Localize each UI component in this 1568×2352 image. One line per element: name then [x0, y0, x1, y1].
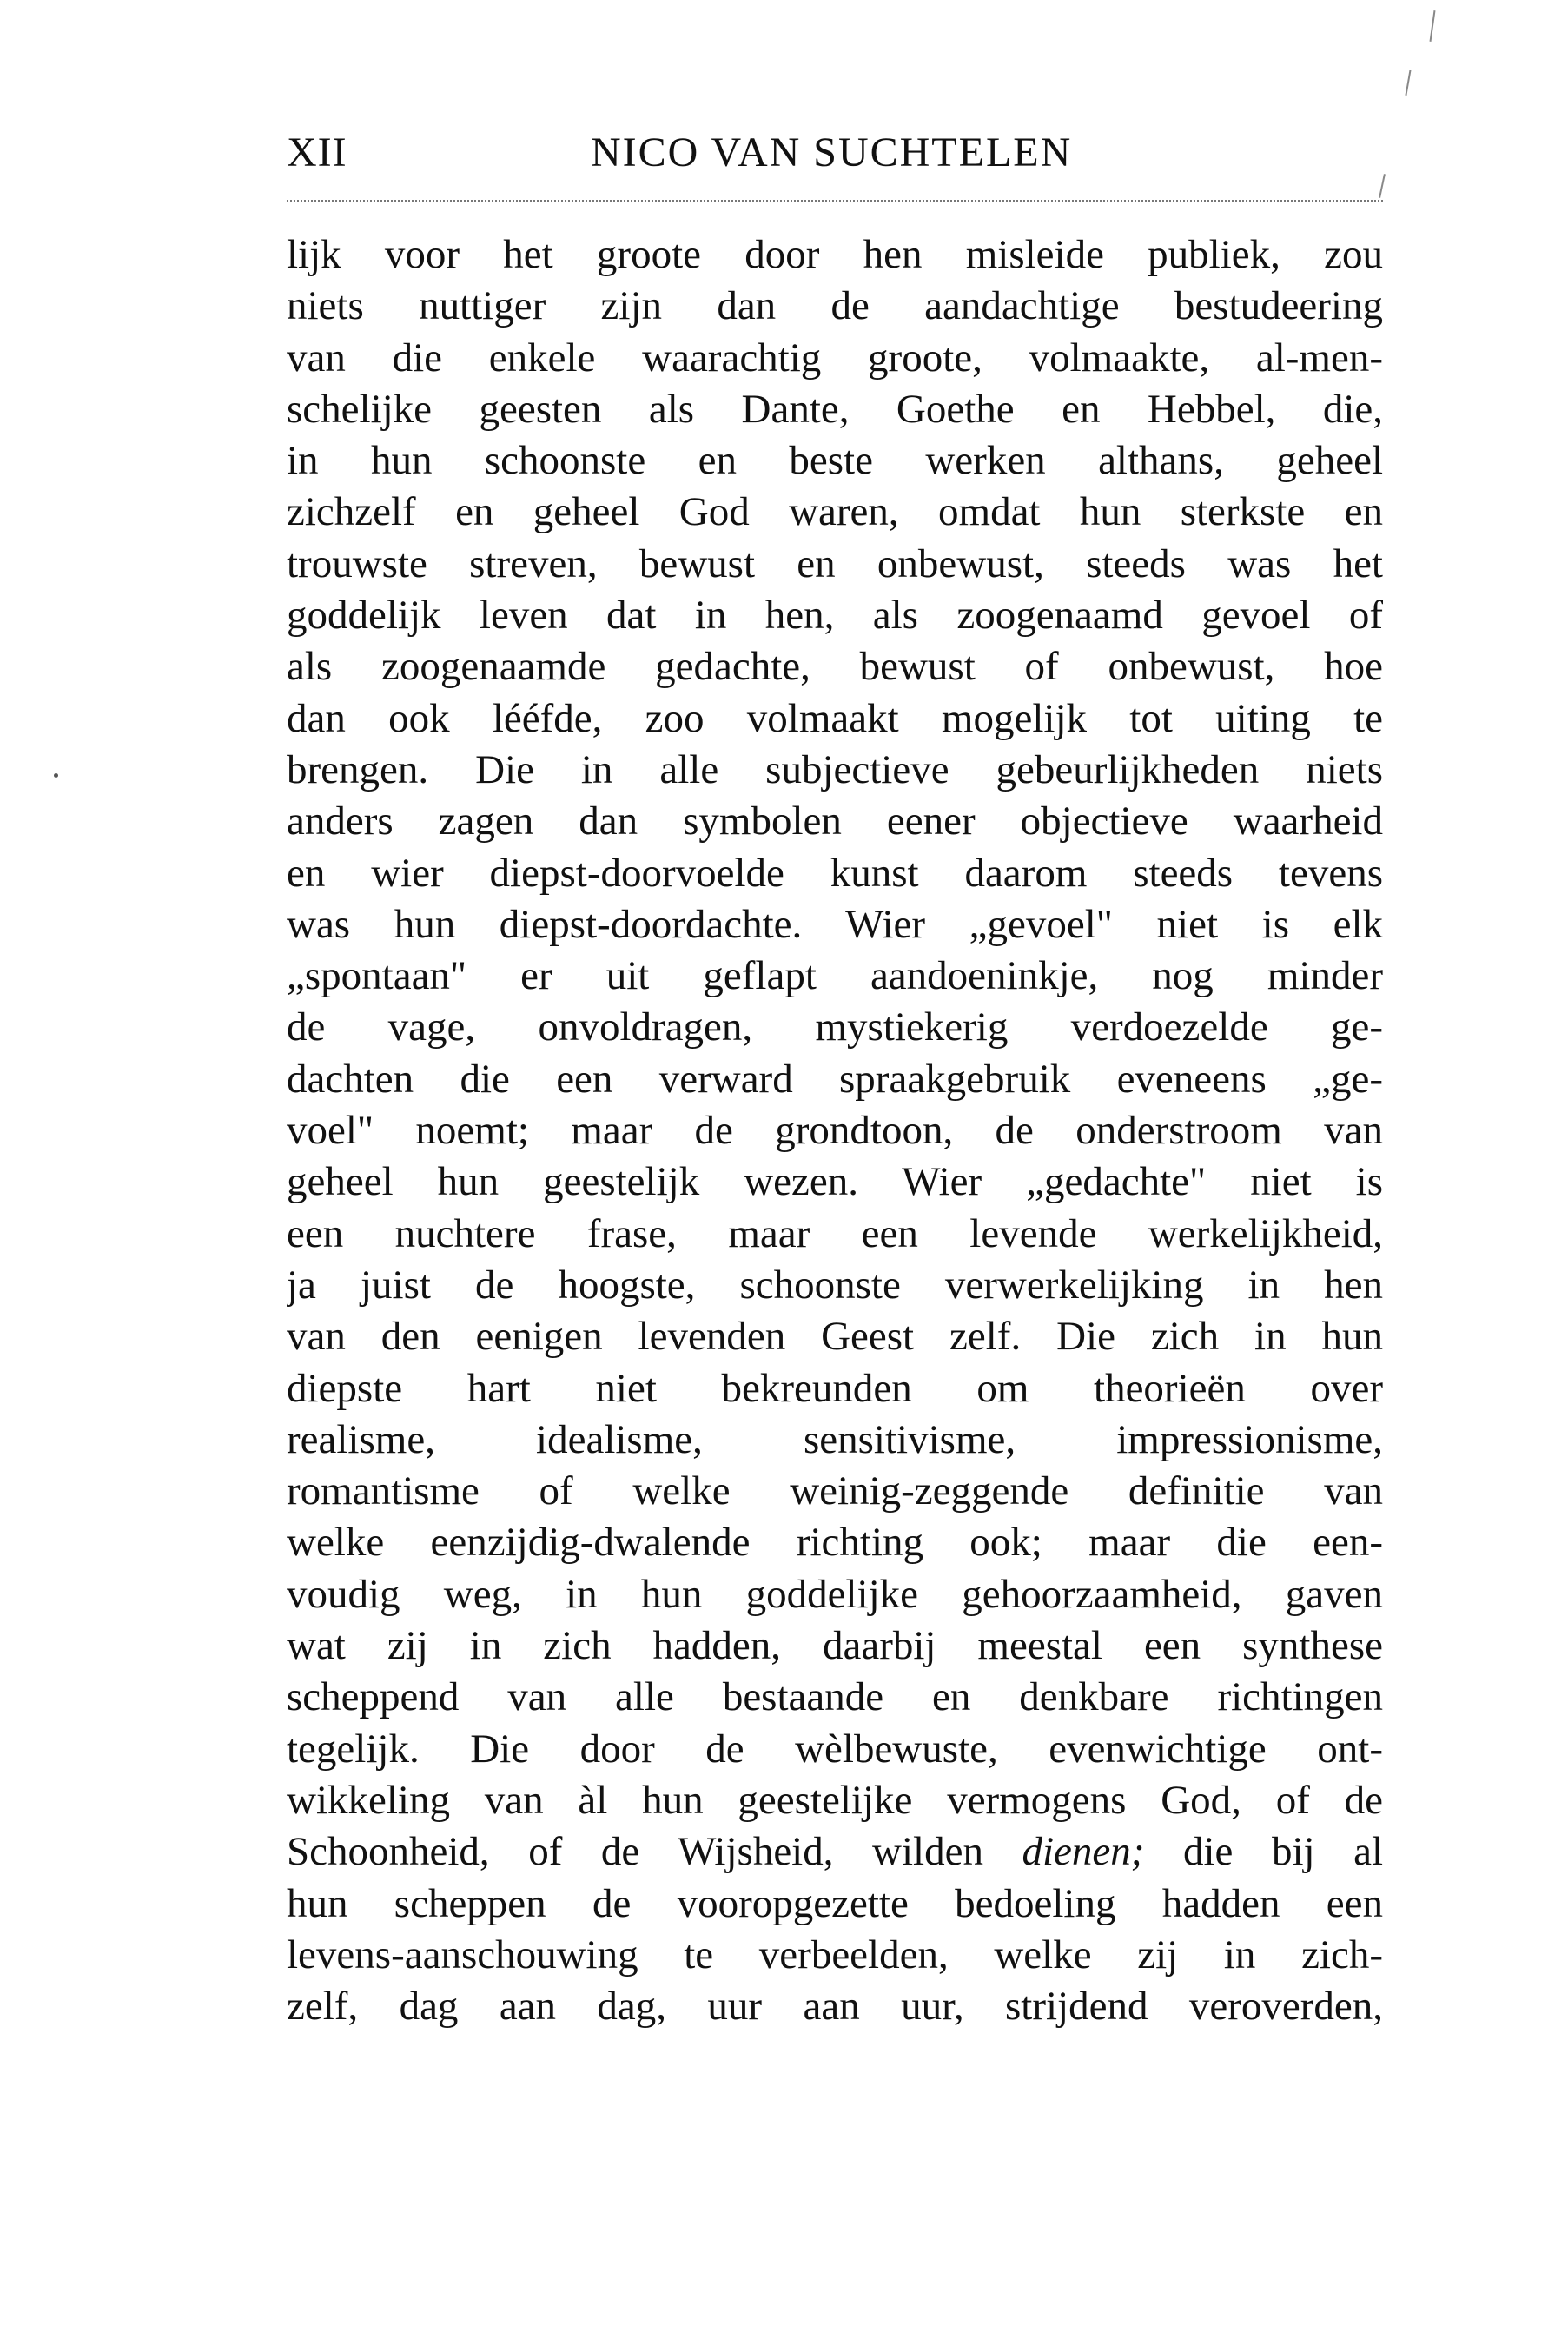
text-line: dachten die een verward spraakgebruik eveneens „ge- — [287, 1056, 1383, 1102]
text-line: zelf, dag aan dag, uur aan uur, strijdend veroverden, — [287, 1984, 1383, 2030]
text-line: ja juist de hoogste, schoonste verwerkelijking in hen — [287, 1262, 1383, 1308]
scan-speck — [1405, 70, 1411, 96]
text-line: anders zagen dan symbolen eener objectieve waarheid — [287, 798, 1383, 845]
text-line: diepste hart niet bekreunden om theorieën over — [287, 1365, 1383, 1411]
text-segment: die bij al — [1182, 1829, 1383, 1875]
text-line: zichzelf en geheel God waren, omdat hun sterkste en — [287, 489, 1383, 535]
text-line: geheel hun geestelijk wezen. Wier „gedachte" niet is — [287, 1159, 1383, 1205]
text-line: tegelijk. Die door de wèlbewuste, evenwichtige ont- — [287, 1726, 1383, 1772]
text-line: levens-aanschouwing te verbeelden, welke zij in zich- — [287, 1931, 1383, 1978]
text-line: was hun diepst-doordachte. Wier „gevoel" niet is elk — [287, 901, 1383, 947]
running-head — [287, 129, 1383, 181]
text-line: realisme, idealisme, sensitivisme, impressionisme, — [287, 1416, 1383, 1462]
scan-dot — [54, 773, 58, 778]
emphasized-word: dienen; — [1022, 1829, 1145, 1875]
page-number: XII — [287, 129, 347, 176]
text-line: schelijke geesten als Dante, Goethe en Hebbel, die, — [287, 386, 1383, 432]
text-line: wikkeling van àl hun geestelijke vermogens God, of de — [287, 1777, 1383, 1823]
text-line: trouwste streven, bewust en onbewust, steeds was het — [287, 540, 1383, 586]
running-title: NICO VAN SUCHTELEN — [591, 129, 1073, 176]
scan-speck — [1430, 10, 1436, 42]
text-line: voudig weg, in hun goddelijke gehoorzaamheid, gaven — [287, 1571, 1383, 1617]
text-line: in hun schoonste en beste werken althans, geheel — [287, 438, 1383, 484]
body-text — [287, 229, 1383, 2032]
text-line: goddelijk leven dat in hen, als zoogenaamd gevoel of — [287, 593, 1383, 639]
text-line: de vage, onvoldragen, mystiekerig verdoezelde ge- — [287, 1004, 1383, 1050]
text-line: scheppend van alle bestaande en denkbare richtingen — [287, 1674, 1383, 1720]
header-rule — [287, 200, 1383, 202]
text-line: romantisme of welke weinig-zeggende definitie van — [287, 1468, 1383, 1514]
text-line: niets nuttiger zijn dan de aandachtige bestudeering — [287, 283, 1383, 329]
text-line: welke eenzijdig-dwalende richting ook; maar die een- — [287, 1520, 1383, 1566]
text-line-with-emphasis — [287, 1826, 1383, 1878]
text-line: voel" noemt; maar de grondtoon, de onderstroom van — [287, 1108, 1383, 1154]
text-line: als zoogenaamde gedachte, bewust of onbewust, hoe — [287, 644, 1383, 690]
text-line: dan ook lééfde, zoo volmaakt mogelijk tot uiting te — [287, 695, 1383, 741]
text-line: wat zij in zich hadden, daarbij meestal een synthese — [287, 1623, 1383, 1669]
text-segment: Schoonheid, of de Wijsheid, wilden — [287, 1829, 983, 1875]
text-line: van die enkele waarachtig groote, volmaakte, al-men- — [287, 335, 1383, 381]
text-line: en wier diepst-doorvoelde kunst daarom steeds tevens — [287, 850, 1383, 896]
text-line: „spontaan" er uit geflapt aandoeninkje, nog minder — [287, 953, 1383, 999]
text-line: hun scheppen de vooropgezette bedoeling hadden een — [287, 1880, 1383, 1926]
text-line: lijk voor het groote door hen misleide publiek, zou — [287, 232, 1383, 277]
text-line: een nuchtere frase, maar een levende werkelijkheid, — [287, 1210, 1383, 1256]
text-line: brengen. Die in alle subjectieve gebeurlijkheden niets — [287, 746, 1383, 792]
text-line: van den eenigen levenden Geest zelf. Die zich in hun — [287, 1314, 1383, 1360]
